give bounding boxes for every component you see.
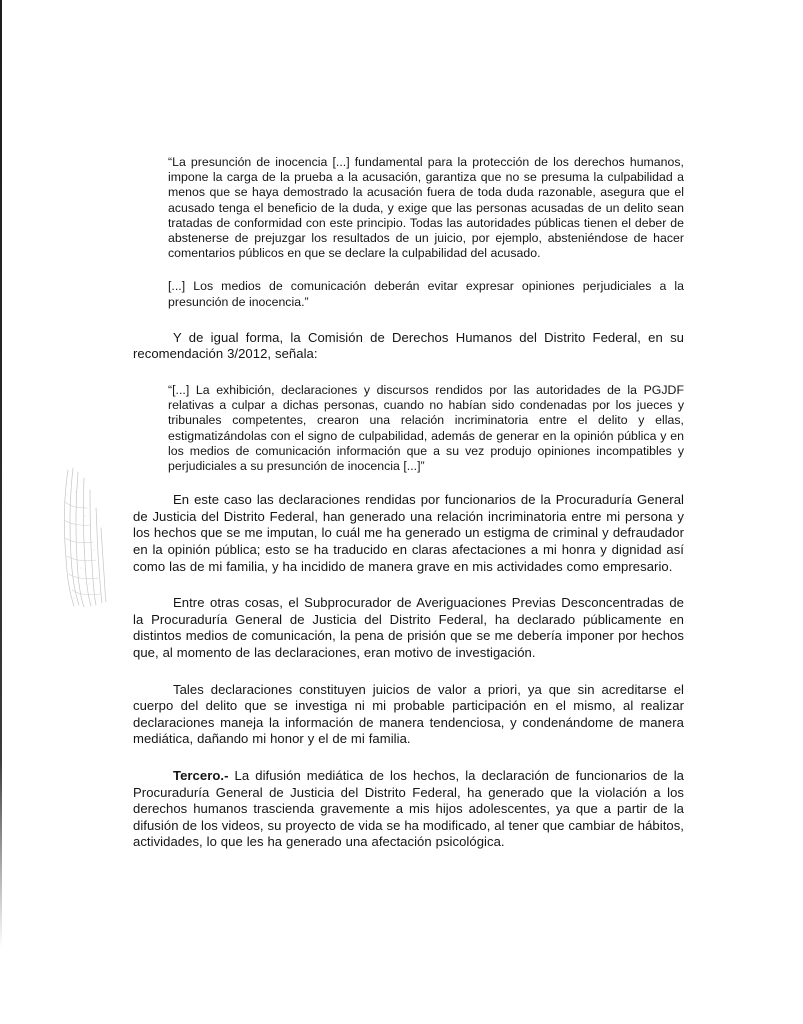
scan-edge-artifact [0, 0, 2, 948]
paragraph-spacer [133, 310, 684, 330]
paragraph-tales-declaraciones: Tales declaraciones constituyen juicios de valor a priori, ya que sin acreditarse el cuerpo del delito que se investiga ni mi probable participación en el mismo, al realizar declaraciones maneja la información de manera tendenciosa, y condenándome de manera mediática, dañando mi honor y el de mi familia. [133, 681, 684, 747]
paragraph-spacer [133, 474, 684, 492]
paragraph-tercero-text: La difusión mediática de los hechos, la declaración de funcionarios de la Procuraduría General de Justicia del Distrito Federal, ha generado que la violación a los derechos humanos trascienda gravemente a mis hijos adolescentes, ya que a partir de la difusión de los videos, su proyecto de vida se ha modificado, al tener que cambiar de hábitos, actividades, lo que les ha generado una afectación psicológica. [133, 767, 684, 850]
paragraph-spacer [133, 261, 684, 279]
paragraph-tercero [133, 768, 684, 851]
quote-medios-comunicacion: [...] Los medios de comunicación deberán evitar expresar opiniones perjudiciales a la presunción de inocencia.” [168, 279, 684, 309]
paragraph-spacer [133, 575, 684, 595]
quote-pgjdf: “[...] La exhibición, declaraciones y discursos rendidos por las autoridades de la PGJDF relativas a culpar a dichas personas, cuando no habían sido condenadas por los jueces y tribunales competentes, crearon una relación incriminatoria entre el delito y ellas, estigmatizándolas con el signo de culpabilidad, además de generar en la opinión pública y en los medios de comunicación información que a su vez produjo opiniones incompatibles y perjudiciales a su presunción de inocencia [...]” [168, 383, 684, 474]
paragraph-tercero-label: Tercero.- [173, 767, 229, 783]
quote-presuncion-inocencia: “La presunción de inocencia [...] fundamental para la protección de los derechos humanos, impone la carga de la prueba a la acusación, garantiza que no se presuma la culpabilidad a menos que se haya demostrado la acusación fuera de toda duda razonable, asegura que el acusado tenga el beneficio de la duda, y exige que las personas acusadas de un delito sean tratadas de conformidad con este principio. Todas las autoridades públicas tienen el deber de abstenerse de prejuzgar los resultados de un juicio, por ejemplo, absteniéndose de hacer comentarios públicos en que se declare la culpabilidad del acusado. [168, 155, 684, 261]
paragraph-comision-derechos-humanos: Y de igual forma, la Comisión de Derechos Humanos del Distrito Federal, en su recomendación 3/2012, señala: [133, 329, 684, 362]
paragraph-spacer [133, 748, 684, 768]
document-text-body [133, 155, 684, 851]
scan-smudge-artifact [54, 462, 114, 614]
paragraph-en-este-caso: En este caso las declaraciones rendidas por funcionarios de la Procuraduría General de Justicia del Distrito Federal, han generado una relación incriminatoria entre mi persona y los hechos que se me imputan, lo cuál me ha generado un estigma de criminal y defraudador en la opinión pública; esto se ha traducido en claras afectaciones a mi honra y dignidad así como las de mi familia, y ha incidido de manera grave en mis actividades como empresario. [133, 492, 684, 574]
paragraph-spacer [133, 662, 684, 682]
paragraph-spacer [133, 363, 684, 383]
paragraph-entre-otras-cosas: Entre otras cosas, el Subprocurador de Averiguaciones Previas Desconcentradas de la Procuraduría General de Justicia del Distrito Federal, ha declarado públicamente en distintos medios de comunicación, la pena de prisión que se me debería imponer por hechos que, al momento de las declaraciones, eran motivo de investigación. [133, 595, 684, 660]
